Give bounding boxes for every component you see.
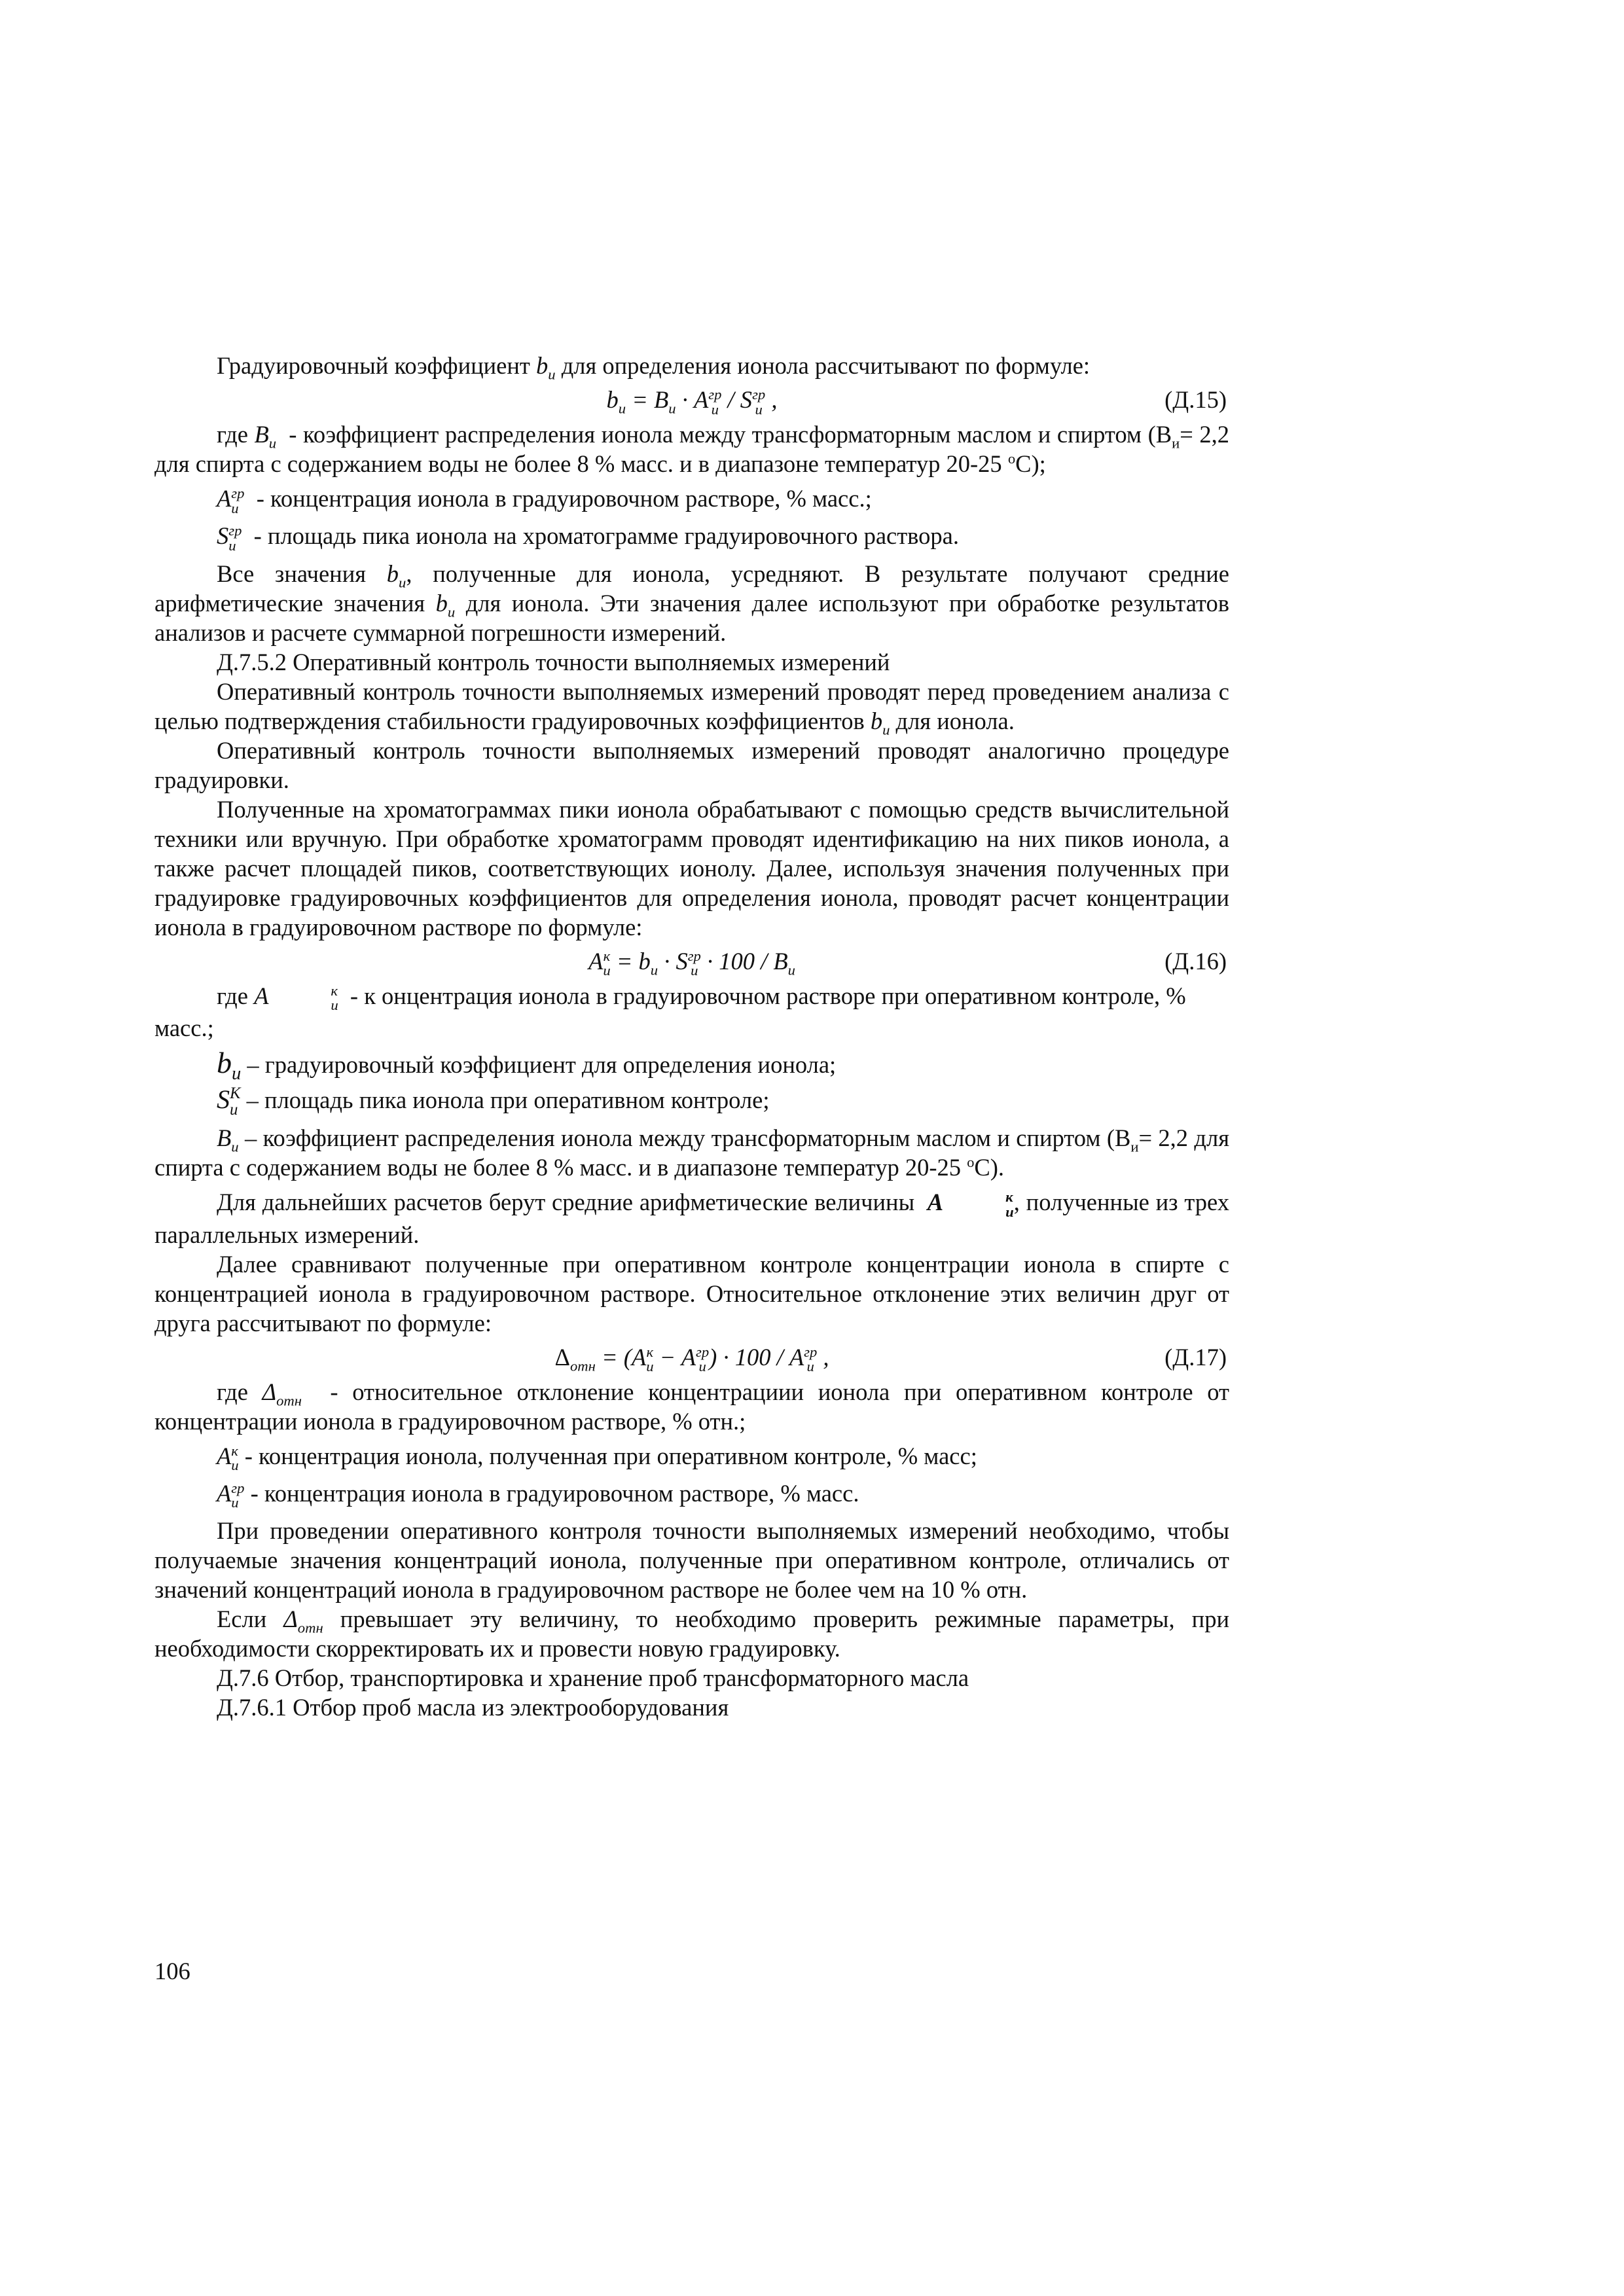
paragraph-a-k-definition: где A к и - к онцентрация ионола в градуировочном растворе при оперативном контроле, % масс.; (154, 982, 1186, 1041)
paragraph-peak-processing: Полученные на хроматограммах пики ионола обрабатывают с помощью средств вычислительной техники или вручную. При обработке хроматограмм проводят идентификацию на них пиков ионола, а также расчет площадей пиков, соответствующих ионолу. Далее, используя значения полученных при градуировке градуировочных коэффициентов для определения ионола, проводят расчет концентрации ионола в градуировочном растворе по формуле: (154, 795, 1229, 941)
paragraph-exceeds: Если $\Delta_{отн}$ превышает эту величину, то необходимо проверить режимные параметры, при необходимости скорректировать их и провести новую градуировку. (154, 1605, 1229, 1662)
definition-b-u: $b_u$ – градуировочный коэффициент для определения ионола; (217, 1045, 837, 1084)
paragraph-gradient-coefficient-intro: Градуировочный коэффициент $b_и$ для определения ионола рассчитывают по формуле: (217, 352, 1091, 383)
paragraph-operative-control-purpose: Оперативный контроль точности выполняемых измерений проводят перед проведением анализа с целью подтверждения стабильности градуировочных коэффициентов $b_и$ для ионола. (154, 677, 1229, 738)
paragraph-arithmetic-means: Для дальнейших расчетов берут средние арифметические величины A к и , полученные из трех параллельных измерений. (154, 1189, 1230, 1248)
formula-d16-number: (Д.16) (1164, 947, 1227, 975)
formula-d17-expression: $\Delta_{отн} = (A$ к и − A гр и ) · 100 / A гр и , (554, 1343, 829, 1375)
paragraph-relative-deviation: где $\Delta_{отн}$ - относительное отклонение концентрациии ионола при оперативном контроле от концентрации ионола в градуировочном растворе, % отн.; (154, 1378, 1229, 1435)
definition-a-gr: A гр и - концентрация ионола в градуировочном растворе, % масс.; (217, 485, 872, 516)
formula-d16-expression: A к и = $b_и \cdot S$ гр и · $100 / B_и$ (588, 947, 795, 979)
definition-a-gr-2: A гр и - концентрация ионола в градуировочном растворе, % масс. (217, 1479, 859, 1511)
paragraph-averaging: Все значения $b_и$, полученные для ионола, усредняют. В результате получают средние арифметические значения $b_и$ для ионола. Эти значения далее используют при обработке результатов анализов и расчете суммарной погрешности измерений. (154, 560, 1230, 646)
heading-d-7-6-1: Д.7.6.1 Отбор проб масла из электрооборудования (217, 1694, 729, 1721)
definition-s-gr: S гр и - площадь пика ионола на хроматограмме градуировочного раствора. (217, 522, 959, 554)
paragraph-operative-control-procedure: Оперативный контроль точности выполняемых измерений проводят аналогично процедуре градуировки. (154, 736, 1229, 793)
formula-d15 (154, 380, 1229, 420)
paragraph-b-u-coefficient: $B_и$ – коэффициент распределения ионола между трансформаторным маслом и спиртом ($B_и= 2,2$ для спирта с содержанием воды не более 8 % масс. и в диапазоне температур 20-25 $^о$С). (154, 1124, 1229, 1181)
heading-d-7-6: Д.7.6 Отбор, транспортировка и хранение проб трансформаторного масла (217, 1664, 969, 1692)
paragraph-distribution-coefficient: где $B_и$ - коэффициент распределения ионола между трансформаторным маслом и спиртом ($B_и= 2,2$ для спирта с содержанием воды не более 8 % масс. и в диапазоне температур 20-25 $^о$С); (154, 421, 1229, 477)
paragraph-comparison: Далее сравнивают полученные при оперативном контроле концентрации ионола в спирте с концентрацией ионола в градуировочном растворе. Относительное отклонение этих величин друг от друга рассчитывают по формуле: (154, 1250, 1229, 1336)
page-body (154, 351, 1229, 1722)
definition-s-k: S K u – площадь пика ионола при оперативном контроле; (217, 1084, 770, 1119)
formula-d15-number: (Д.15) (1164, 386, 1227, 413)
paragraph-tolerance: При проведении оперативного контроля точности выполняемых измерений необходимо, чтобы получаемые значения концентраций ионола, полученные при оперативном контроле, отличались от значений концентраций ионола в градуировочном растворе не более чем на 10 % отн. (154, 1517, 1229, 1604)
formula-d16 (154, 942, 1229, 981)
definition-a-k: A к и - концентрация ионола, полученная при оперативном контроле, % масс; (217, 1442, 977, 1474)
formula-d17 (154, 1338, 1229, 1377)
page-number: 106 (154, 1958, 190, 1984)
heading-d-7-5-2: Д.7.5.2 Оперативный контроль точности выполняемых измерений (217, 648, 890, 675)
formula-d15-expression: $b_и = B_и \cdot A$ гр и / S гр и , (606, 386, 778, 418)
formula-d17-number: (Д.17) (1164, 1343, 1227, 1371)
